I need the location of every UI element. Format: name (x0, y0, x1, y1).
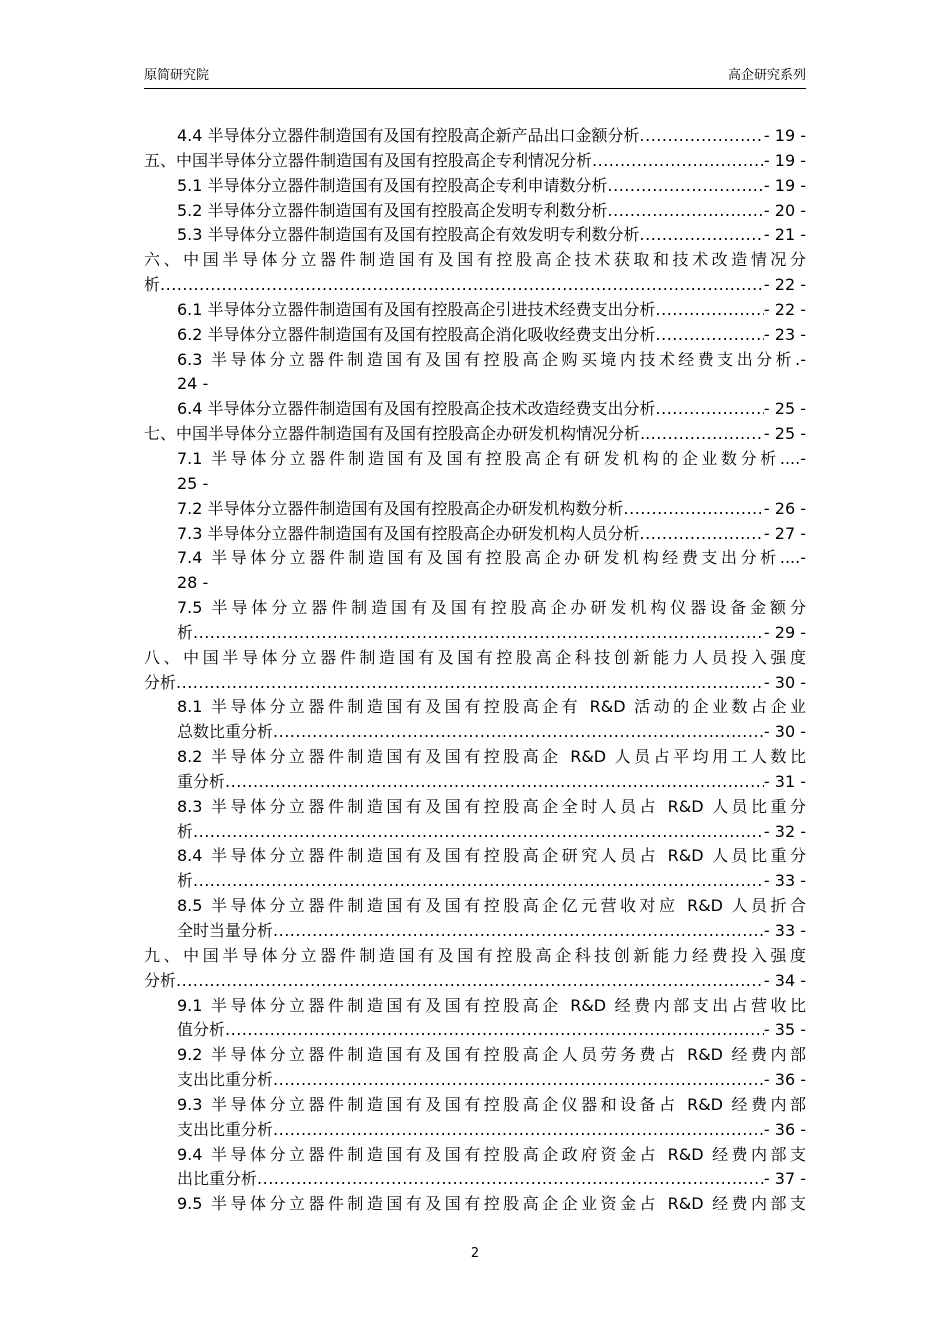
toc-entry-line: 八、中国半导体分立器件制造国有及国有控股高企科技创新能力人员投入强度 (144, 647, 806, 667)
toc-leader-dots (176, 671, 764, 696)
header-org: 原简研究院 (144, 68, 210, 83)
toc-entry-line: 7.1 半导体分立器件制造国有及国有控股高企有研发机构的企业数分析....- (177, 448, 806, 468)
toc-entry-title: 7.3 半导体分立器件制造国有及国有控股高企办研发机构人员分析 (177, 523, 640, 543)
toc-entry-line: 6.3 半导体分立器件制造国有及国有控股高企购买境内技术经费支出分析.- (177, 349, 806, 369)
toc-entry-line: 9.1 半导体分立器件制造国有及国有控股高企 R&D 经费内部支出占营收比 (177, 995, 806, 1015)
toc-leader-dots (645, 422, 764, 447)
toc-entry-title: 7.2 半导体分立器件制造国有及国有控股高企办研发机构数分析 (177, 498, 624, 518)
toc-leader-dots (193, 621, 764, 646)
toc-leader-dots (624, 497, 764, 522)
toc-leader-dots (608, 174, 764, 199)
toc-page-number: - 21 - (763, 225, 806, 245)
toc-page-number: - 19 - (763, 175, 806, 195)
toc-entry[interactable] (144, 298, 806, 323)
toc-entry[interactable] (144, 522, 806, 547)
toc-entry-line: 9.4 半导体分立器件制造国有及国有控股高企政府资金占 R&D 经费内部支 (177, 1144, 806, 1164)
toc-page-number: - 25 - (763, 424, 806, 444)
toc-entry[interactable] (144, 1192, 806, 1217)
toc-leader-dots (273, 1068, 764, 1093)
toc-entry-title: 6.1 半导体分立器件制造国有及国有控股高企引进技术经费支出分析 (177, 299, 656, 319)
toc-entry[interactable] (144, 323, 806, 348)
toc-entry-title: 七、中国半导体分立器件制造国有及国有控股高企办研发机构情况分析. (144, 424, 646, 444)
toc-leader-dots (273, 919, 764, 944)
toc-entry[interactable] (144, 124, 806, 149)
toc-leader-dots (273, 720, 764, 745)
toc-entry[interactable] (144, 447, 806, 497)
toc-leader-dots (160, 273, 764, 298)
toc-entry-title: 支出比重分析 (177, 1070, 274, 1090)
toc-entry[interactable] (144, 596, 806, 646)
toc-entry[interactable] (144, 1143, 806, 1193)
toc-page-number: - 34 - (763, 970, 806, 990)
toc-entry-line: 9.3 半导体分立器件制造国有及国有控股高企仪器和设备占 R&D 经费内部 (177, 1094, 806, 1114)
toc-leader-dots (273, 1118, 764, 1143)
toc-entry[interactable] (144, 397, 806, 422)
toc-entry-title: 析 (177, 622, 194, 642)
toc-leader-dots (608, 199, 764, 224)
toc-page-number: - 31 - (763, 771, 806, 791)
toc-page-number: - 22 - (763, 275, 806, 295)
toc-leader-dots (592, 149, 764, 174)
table-of-contents (144, 124, 806, 1217)
toc-page-number: - 19 - (763, 150, 806, 170)
toc-leader-dots (656, 397, 764, 422)
toc-entry-title: 5.1 半导体分立器件制造国有及国有控股高企专利申请数分析 (177, 175, 608, 195)
toc-entry-line: 8.3 半导体分立器件制造国有及国有控股高企全时人员占 R&D 人员比重分 (177, 796, 806, 816)
toc-leader-dots (656, 323, 764, 348)
toc-entry-title: 5.3 半导体分立器件制造国有及国有控股高企有效发明专利数分析 (177, 225, 640, 245)
toc-page-number: - 35 - (763, 1020, 806, 1040)
toc-page-number: - 32 - (763, 821, 806, 841)
toc-entry[interactable] (144, 844, 806, 894)
toc-leader-dots (193, 869, 764, 894)
toc-entry-title: 重分析 (177, 771, 226, 791)
toc-entry-line: 7.4 半导体分立器件制造国有及国有控股高企办研发机构经费支出分析....- (177, 548, 806, 568)
toc-leader-dots (640, 522, 764, 547)
toc-entry-title: 析 (177, 821, 194, 841)
toc-entry-line: 8.4 半导体分立器件制造国有及国有控股高企研究人员占 R&D 人员比重分 (177, 846, 806, 866)
toc-entry-title: 6.4 半导体分立器件制造国有及国有控股高企技术改造经费支出分析 (177, 399, 656, 419)
toc-entry[interactable] (144, 994, 806, 1044)
toc-entry[interactable] (144, 546, 806, 596)
toc-entry[interactable] (144, 1093, 806, 1143)
toc-entry[interactable] (144, 745, 806, 795)
toc-page-number: - 25 - (763, 399, 806, 419)
toc-entry[interactable] (144, 422, 806, 447)
toc-page-number: - 36 - (763, 1119, 806, 1139)
toc-leader-dots (640, 223, 764, 248)
header-series: 高企研究系列 (727, 68, 806, 83)
toc-entry-line: 8.1 半导体分立器件制造国有及国有控股高企有 R&D 活动的企业数占企业 (177, 697, 806, 717)
toc-entry[interactable] (144, 795, 806, 845)
toc-page-number: - 19 - (763, 126, 806, 145)
toc-entry-line: 9.2 半导体分立器件制造国有及国有控股高企人员劳务费占 R&D 经费内部 (177, 1045, 806, 1065)
toc-page-number: - 33 - (763, 871, 806, 891)
toc-entry-title: 28 - (177, 573, 209, 593)
toc-entry-line: 8.2 半导体分立器件制造国有及国有控股高企 R&D 人员占平均用工人数比 (177, 747, 806, 767)
toc-entry-line: 7.5 半导体分立器件制造国有及国有控股高企办研发机构仪器设备金额分 (177, 598, 806, 618)
toc-page-number: - 20 - (763, 200, 806, 220)
toc-entry-title: 4.4 半导体分立器件制造国有及国有控股高企新产品出口金额分析 (177, 126, 640, 145)
toc-page-number: - 27 - (763, 523, 806, 543)
toc-page-number: - 36 - (763, 1070, 806, 1090)
toc-entry-title: 支出比重分析 (177, 1119, 274, 1139)
toc-leader-dots (225, 770, 764, 795)
toc-entry[interactable] (144, 149, 806, 174)
toc-page-number: - 26 - (763, 498, 806, 518)
toc-page-number: - 33 - (763, 921, 806, 940)
toc-entry-title: 全时当量分析 (177, 921, 274, 940)
toc-leader-dots (193, 820, 764, 845)
toc-entry-title: 5.2 半导体分立器件制造国有及国有控股高企发明专利数分析 (177, 200, 608, 220)
toc-entry[interactable] (144, 348, 806, 398)
toc-entry-title: 出比重分析 (177, 1169, 258, 1189)
toc-page-number: - 22 - (763, 299, 806, 319)
toc-leader-dots (656, 298, 764, 323)
toc-page-number: - 30 - (763, 722, 806, 742)
toc-entry[interactable] (144, 199, 806, 224)
toc-entry-title: 析 (177, 871, 194, 891)
toc-entry-title: 25 - (177, 473, 209, 493)
toc-page-number: - 29 - (763, 622, 806, 642)
toc-entry-title: 值分析 (177, 1020, 226, 1040)
toc-entry[interactable] (144, 497, 806, 522)
toc-entry[interactable] (144, 223, 806, 248)
toc-entry-title: 分析 (144, 970, 177, 990)
toc-entry[interactable] (144, 695, 806, 745)
toc-entry[interactable] (144, 944, 806, 994)
page-header (144, 66, 806, 89)
toc-leader-dots (640, 124, 764, 149)
toc-entry-title: 析 (144, 275, 161, 295)
toc-page-number: - 30 - (763, 672, 806, 692)
toc-entry-title: 分析 (144, 672, 177, 692)
toc-entry-line: 六、中国半导体分立器件制造国有及国有控股高企技术获取和技术改造情况分 (144, 250, 806, 270)
toc-entry-line: 9.5 半导体分立器件制造国有及国有控股高企企业资金占 R&D 经费内部支 (177, 1194, 806, 1214)
toc-entry[interactable] (144, 248, 806, 298)
page-number: 2 (470, 1246, 480, 1261)
toc-entry-title: 五、中国半导体分立器件制造国有及国有控股高企专利情况分析 (144, 150, 593, 170)
toc-entry-title: 24 - (177, 374, 209, 394)
toc-leader-dots (257, 1167, 764, 1192)
toc-entry-line: 8.5 半导体分立器件制造国有及国有控股高企亿元营收对应 R&D 人员折合 (177, 896, 806, 916)
toc-entry-title: 6.2 半导体分立器件制造国有及国有控股高企消化吸收经费支出分析 (177, 324, 656, 344)
toc-entry[interactable] (144, 1043, 806, 1093)
toc-entry-title: 总数比重分析 (177, 722, 274, 742)
toc-entry-line: 九、中国半导体分立器件制造国有及国有控股高企科技创新能力经费投入强度 (144, 945, 806, 965)
toc-entry[interactable] (144, 646, 806, 696)
toc-leader-dots (225, 1018, 764, 1043)
toc-leader-dots (176, 969, 764, 994)
toc-page-number: - 23 - (763, 324, 806, 344)
toc-entry[interactable] (144, 174, 806, 199)
toc-page-number: - 37 - (763, 1169, 806, 1189)
toc-entry[interactable] (144, 894, 806, 944)
